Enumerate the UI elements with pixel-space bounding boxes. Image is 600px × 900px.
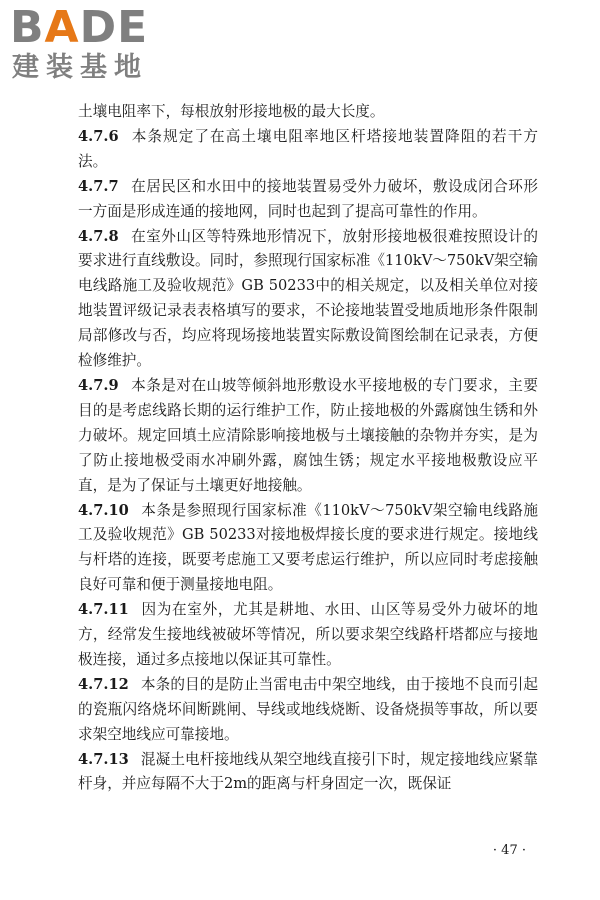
clause-paragraph — [78, 225, 538, 374]
clause-number: 4.7.12 — [78, 675, 129, 693]
clause-number: 4.7.13 — [78, 750, 129, 768]
clause-text: 本条的目的是防止当雷电击中架空地线，由于接地不良而引起的瓷瓶闪络烧坏间断跳闸、导线或地线烧断、设备烧损等事故，所以要求架空地线应可靠接地。 — [78, 675, 538, 743]
clause-number: 4.7.8 — [78, 227, 119, 245]
bade-logo — [10, 4, 180, 86]
clause-text: 混凝土电杆接地线从架空地线直接引下时，规定接地线应紧靠杆身，并应每隔不大于2m的距离与杆身固定一次，既保证 — [78, 750, 538, 793]
clause-text: 本条是参照现行国家标准《110kV～750kV架空输电线路施工及验收规范》GB 50233对接地极焊接长度的要求进行规定。接地线与杆塔的连接，既要考虑施工又要考虑运行维护，所以应同时考虑接触良好可靠和便于测量接地电阻。 — [78, 501, 538, 594]
clause-number: 4.7.10 — [78, 501, 129, 519]
clause-paragraph — [78, 748, 538, 798]
logo-wordmark: BADE — [10, 2, 149, 53]
clause-text: 在室外山区等特殊地形情况下，放射形接地极很难按照设计的要求进行直线敷设。同时，参照现行国家标准《110kV～750kV架空输电线路施工及验收规范》GB 50233中的相关规定，以及相关单位对接地装置评级记录表表格填写的要求，不论接地装置受地质地形条件限制局部修改与否，均应将现场接地装置实际敷设简图绘制在记录表，方便检修维护。 — [78, 227, 538, 370]
clause-number: 4.7.6 — [78, 127, 119, 145]
page-number: · 47 · — [492, 843, 526, 858]
clause-number: 4.7.9 — [78, 376, 119, 394]
clause-paragraph — [78, 598, 538, 673]
clause-text: 在居民区和水田中的接地装置易受外力破坏，敷设成闭合环形一方面是形成连通的接地网，同时也起到了提高可靠性的作用。 — [78, 177, 538, 220]
document-body — [78, 100, 538, 797]
clause-paragraph — [78, 175, 538, 225]
clause-text: 本条是对在山坡等倾斜地形敷设水平接地极的专门要求，主要目的是考虑线路长期的运行维护工作，防止接地极的外露腐蚀生锈和外力破坏。规定回填土应清除影响接地极与土壤接触的杂物并夯实，是为了防止接地极受雨水冲刷外露，腐蚀生锈；规定水平接地极敷设应平直，是为了保证与土壤更好地接触。 — [78, 376, 538, 494]
clause-number: 4.7.7 — [78, 177, 119, 195]
logo-chinese-name: 建装基地 — [12, 52, 148, 83]
clause-paragraph — [78, 100, 538, 125]
clause-paragraph — [78, 499, 538, 599]
clause-number: 4.7.11 — [78, 601, 129, 619]
clause-text: 土壤电阻率下，每根放射形接地极的最大长度。 — [78, 103, 385, 120]
clause-paragraph — [78, 125, 538, 175]
clause-paragraph — [78, 673, 538, 748]
clause-text: 本条规定了在高土壤电阻率地区杆塔接地装置降阻的若干方法。 — [78, 127, 538, 170]
clause-text: 因为在室外，尤其是耕地、水田、山区等易受外力破坏的地方，经常发生接地线被破坏等情况，所以要求架空线路杆塔都应与接地极连接，通过多点接地以保证其可靠性。 — [78, 601, 538, 668]
clause-paragraph — [78, 374, 538, 499]
